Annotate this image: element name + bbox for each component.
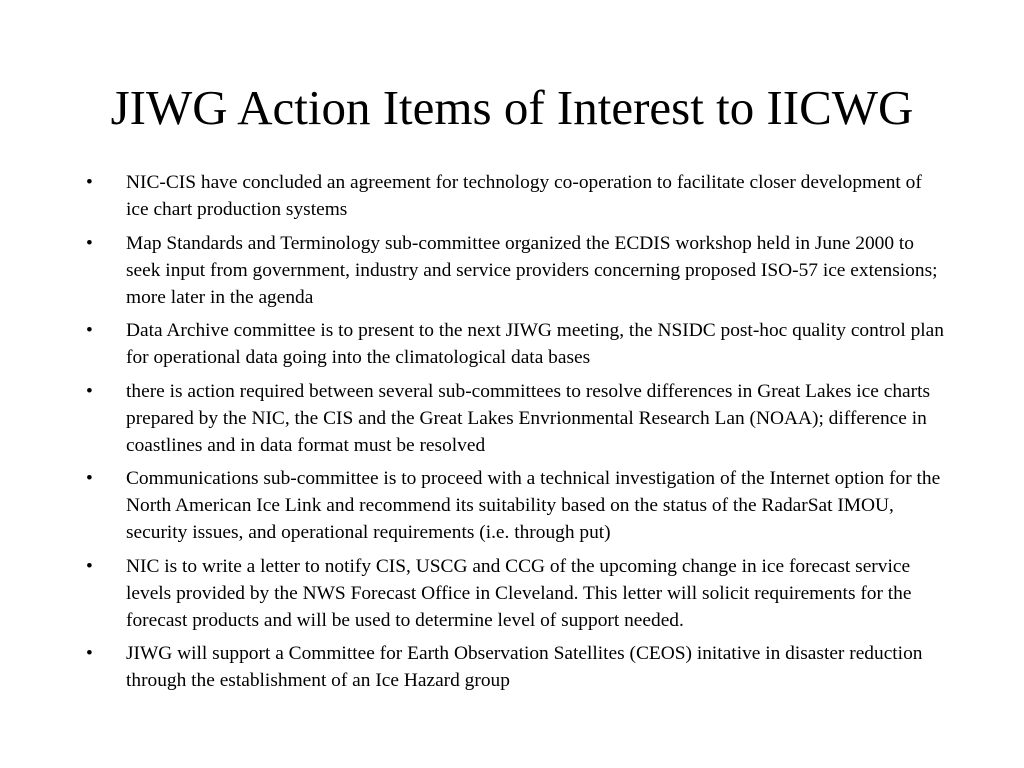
bullet-item xyxy=(86,378,948,459)
bullet-item xyxy=(86,553,948,634)
bullet-text: Data Archive committee is to present to the next JIWG meeting, the NSIDC post-hoc quality control plan for operational data going into the climatological data bases xyxy=(126,320,944,368)
bullet-text: there is action required between several sub-committees to resolve differences in Great Lakes ice charts prepared by the NIC, the CIS and the Great Lakes Envrionmental Research Lan (NOAA); difference in coastlines and in data format must be resolved xyxy=(126,380,931,456)
bullet-marker: • xyxy=(86,320,93,341)
bullet-item xyxy=(86,640,948,694)
bullet-item xyxy=(86,465,948,546)
bullet-text: NIC is to write a letter to notify CIS, USCG and CCG of the upcoming change in ice forecast service levels provided by the NWS Forecast Office in Cleveland. This letter will solicit requirements for the forecast products and will be used to determine level of support needed. xyxy=(126,555,912,631)
bullet-text: JIWG will support a Committee for Earth Observation Satellites (CEOS) initative in disaster reduction through the establishment of an Ice Hazard group xyxy=(126,643,923,691)
bullet-marker: • xyxy=(86,380,93,402)
bullet-marker: • xyxy=(86,172,93,193)
bullet-text: Map Standards and Terminology sub-committee organized the ECDIS workshop held in June 2000 to seek input from government, industry and service providers concerning proposed ISO-57 ice extensions; more later in the agenda xyxy=(126,232,938,308)
bullet-text: Communications sub-committee is to proceed with a technical investigation of the Internet option for the North American Ice Link and recommend its suitability based on the status of the RadarSat IMOU, security issues, and operational requirements (i.e. through put) xyxy=(126,468,941,543)
bullet-item xyxy=(86,169,948,223)
bullet-marker: • xyxy=(86,232,93,254)
bullet-item xyxy=(86,230,948,311)
bullet-marker: • xyxy=(86,643,93,664)
bullet-item xyxy=(86,317,948,371)
bullet-marker: • xyxy=(86,468,93,489)
slide-title: JIWG Action Items of Interest to IICWG xyxy=(110,80,914,135)
bullet-text: NIC-CIS have concluded an agreement for technology co-operation to facilitate closer development of ice chart production systems xyxy=(126,172,922,220)
bullet-list xyxy=(86,169,948,701)
bullet-marker: • xyxy=(86,555,93,577)
